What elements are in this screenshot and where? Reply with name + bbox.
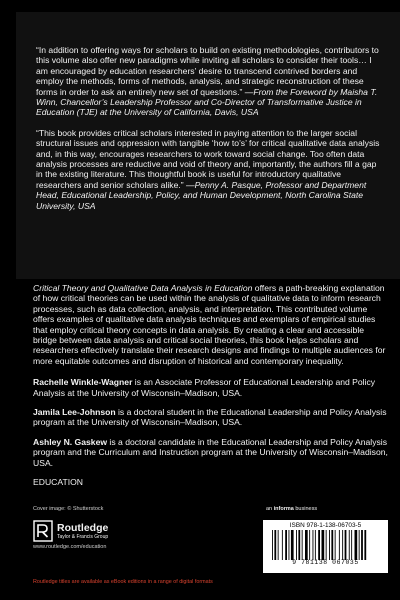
book-title: Critical Theory and Qualitative Data Analysis in Education xyxy=(33,283,253,293)
isbn-label: ISBN 978-1-138-06703-5 xyxy=(289,522,362,529)
book-description xyxy=(33,283,388,366)
cover-credit: Cover image: © Shutterstock xyxy=(33,506,104,512)
author-bio-text: is a doctoral candidate in the Educational Leadership and Policy Analysis program and the Curriculum and Instruction program at the University of Wisconsin–Madison, USA. xyxy=(33,436,388,468)
publisher-url[interactable]: www.routledge.com/education xyxy=(33,544,107,550)
endorsement-panel xyxy=(16,12,400,279)
routledge-logo-icon xyxy=(33,520,53,542)
publisher-logo xyxy=(33,520,108,542)
author-name: Rachelle Winkle-Wagner xyxy=(33,377,133,388)
back-cover-body xyxy=(33,283,388,488)
author-name: Ashley N. Gaskew xyxy=(33,436,108,447)
publisher-name: Routledge xyxy=(57,521,109,534)
quote-attribution: —From the Foreword by Maisha T. Winn, Chancellor’s Leadership Professor and Co-Director of Transformative Justice in Education (TJE) at the University of California, Davis, USA xyxy=(36,86,378,118)
ebook-note: Routledge titles are available as eBook editions in a range of digital formats xyxy=(33,579,213,585)
endorsement-quote-2 xyxy=(36,128,384,211)
informa-business-tag: an informa business xyxy=(266,506,318,512)
quote-attribution: —Penny A. Pasque, Professor and Department Head, Educational Leadership, Policy, and Human Development, North Carolina State University, USA xyxy=(36,179,367,211)
endorsement-quote-1 xyxy=(36,45,384,118)
barcode-icon xyxy=(270,530,382,560)
author-bio-text: is an Associate Professor of Educational Leadership and Policy Analysis at the University of Wisconsin–Madison, USA. xyxy=(33,377,376,398)
author-bio-text: is a doctoral student in the Educational Leadership and Policy Analysis program at the University of Wisconsin–Madison, USA. xyxy=(33,407,387,428)
publisher-group: Taylor & Francis Group xyxy=(57,533,109,540)
description-text: offers a path-breaking explanation of how critical theories can be used within the analysis of qualitative data to inform research processes, such as data collection, analysis, and interpretation. This contributed volume offers examples of qualitative data analysis techniques and exemplars of empirical studies that employ critical theory concepts in data analysis. By creating a clear and accessible bridge between data analysis and critical social theories, this book helps scholars and researchers effectively translate their research designs and findings to multiple audiences for more equitable outcomes and disruption of historical and contemporary inequality. xyxy=(33,283,386,366)
quote-text: “This book provides critical scholars interested in paying attention to the larger social structural issues and oppression with tangible ‘how to’s’ for critical qualitative data analysis and, in this way, encourages researchers to work toward social change. Too often data analysis processes are reductive and void of theory and, importantly, the authors fill a gap in the existing literature. This thoughtful book is useful for introductory qualitative researchers and senior scholars alike.” xyxy=(36,127,380,190)
barcode-box xyxy=(263,520,388,573)
author-bio xyxy=(33,407,388,428)
quote-text: “In addition to offering ways for scholars to build on existing methodologies, contributors to this volume also offer new paradigms while inviting all scholars to consider their tools… I am encouraged by education researchers’ desire to transcend contrived borders and employ the methods, forms of methods, analysis, and strategic reconstruction of these forms in order to ask an entirely new set of questions.” xyxy=(36,45,379,97)
author-name: Jamila Lee-Johnson xyxy=(33,407,116,418)
author-bio xyxy=(33,437,388,468)
author-bio xyxy=(33,377,388,398)
subject-category: EDUCATION xyxy=(33,477,83,488)
ean-digits: 9 781138 067035 xyxy=(292,559,359,566)
